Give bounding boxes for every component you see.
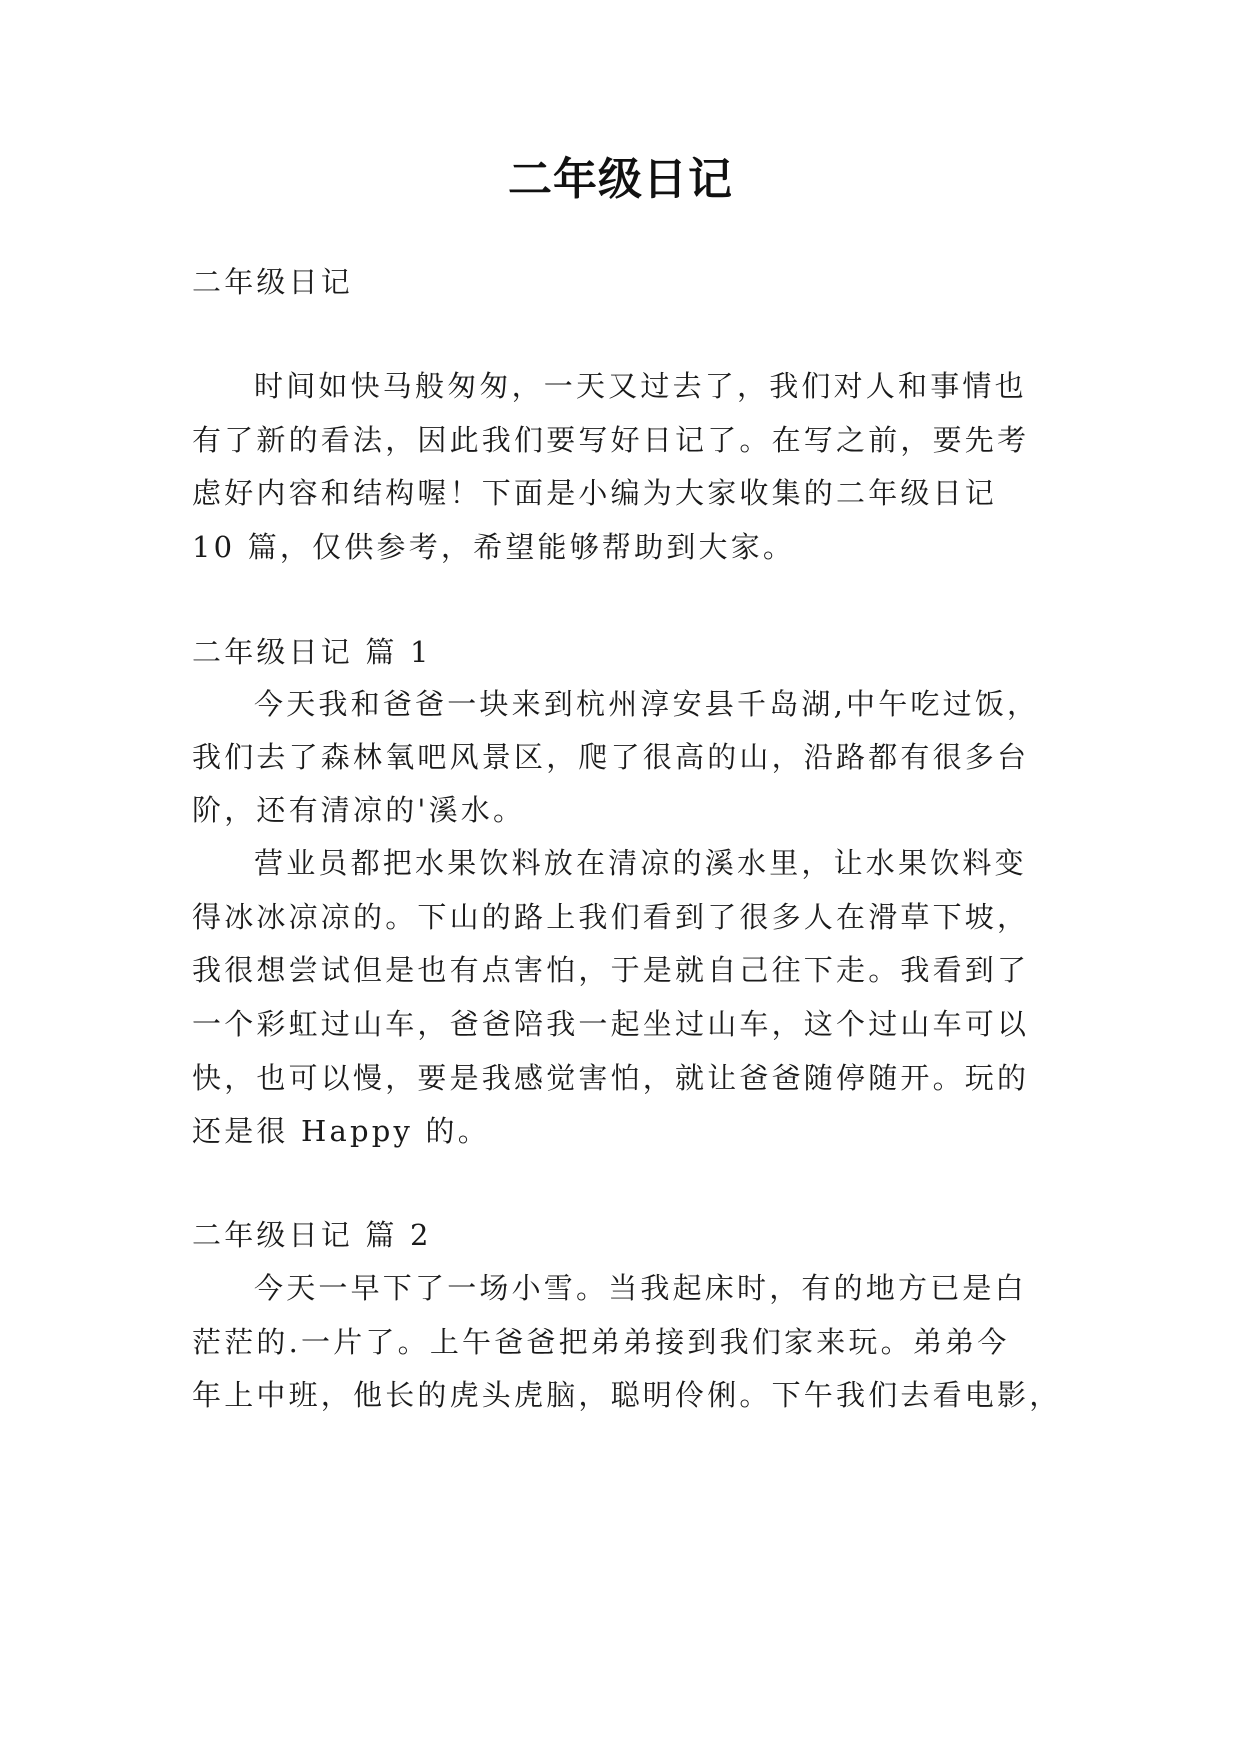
paragraph-line: 我们去了森林氧吧风景区，爬了很高的山，沿路都有很多台 [192, 740, 1030, 774]
subtitle: 二年级日记 [192, 265, 354, 299]
paragraph-line: 一个彩虹过山车，爸爸陪我一起坐过山车，这个过山车可以 [192, 1007, 1030, 1041]
paragraph-line: 快，也可以慢，要是我感觉害怕，就让爸爸随停随开。玩的 [192, 1061, 1030, 1095]
paragraph-line: 茫茫的.一片了。上午爸爸把弟弟接到我们家来玩。弟弟今 [192, 1325, 1010, 1359]
paragraph-line: 得冰冰凉凉的。下山的路上我们看到了很多人在滑草下坡， [192, 900, 1030, 934]
paragraph-line: 还是很 Happy 的。 [192, 1114, 490, 1148]
paragraph-line: 我很想尝试但是也有点害怕，于是就自己往下走。我看到了 [192, 953, 1030, 987]
intro-line: 有了新的看法，因此我们要写好日记了。在写之前，要先考 [192, 423, 1030, 457]
section-heading: 二年级日记 篇 1 [192, 635, 432, 669]
paragraph-line: 今天一早下了一场小雪。当我起床时，有的地方已是白 [254, 1271, 1027, 1305]
paragraph-line: 年上中班，他长的虎头虎脑，聪明伶俐。下午我们去看电影， [192, 1378, 1062, 1412]
intro-line: 10 篇，仅供参考，希望能够帮助到大家。 [192, 530, 796, 564]
intro-line: 时间如快马般匆匆，一天又过去了，我们对人和事情也 [254, 369, 1027, 403]
paragraph-line: 阶，还有清凉的'溪水。 [192, 793, 526, 827]
paragraph-line: 今天我和爸爸一块来到杭州淳安县千岛湖,中午吃过饭， [254, 687, 1040, 721]
intro-line: 虑好内容和结构喔！下面是小编为大家收集的二年级日记 [192, 476, 998, 510]
section-heading: 二年级日记 篇 2 [192, 1218, 432, 1252]
paragraph-line: 营业员都把水果饮料放在清凉的溪水里，让水果饮料变 [254, 846, 1027, 880]
document-title: 二年级日记 [508, 154, 733, 205]
